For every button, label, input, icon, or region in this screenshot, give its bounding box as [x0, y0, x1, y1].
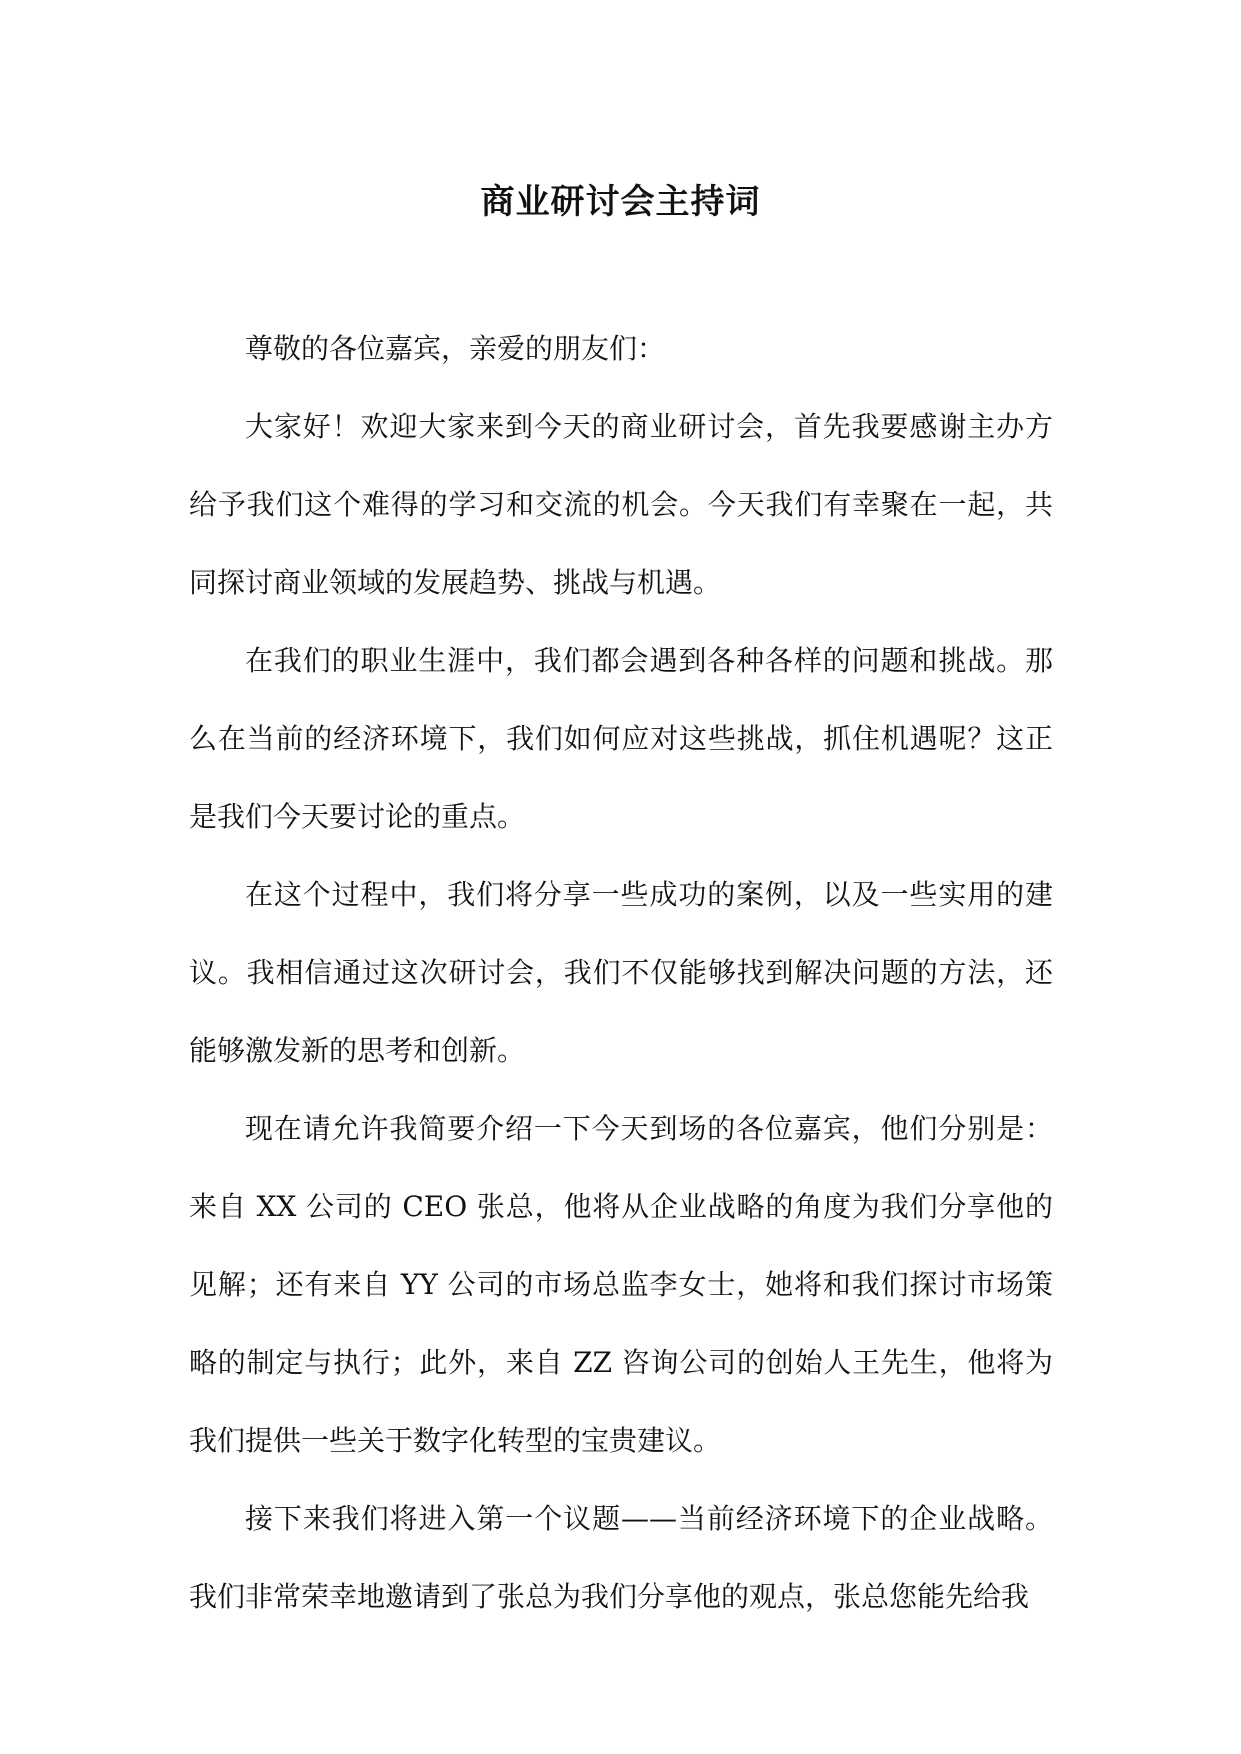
- paragraph-welcome: 大家好！欢迎大家来到今天的商业研讨会，首先我要感谢主办方给予我们这个难得的学习和交流的机会。今天我们有幸聚在一起，共同探讨商业领域的发展趋势、挑战与机遇。: [189, 410, 1053, 599]
- paragraph-cases: 在这个过程中，我们将分享一些成功的案例，以及一些实用的建议。我相信通过这次研讨会，我们不仅能够找到解决问题的方法，还能够激发新的思考和创新。: [189, 878, 1053, 1067]
- paragraph-challenges: 在我们的职业生涯中，我们都会遇到各种各样的问题和挑战。那么在当前的经济环境下，我们如何应对这些挑战，抓住机遇呢？这正是我们今天要讨论的重点。: [189, 644, 1053, 833]
- paragraph-greeting: 尊敬的各位嘉宾，亲爱的朋友们：: [245, 332, 666, 365]
- paragraph-first-topic: 接下来我们将进入第一个议题——当前经济环境下的企业战略。我们非常荣幸地邀请到了张总为我们分享他的观点，张总您能先给我: [189, 1502, 1053, 1613]
- paragraph-guests: 现在请允许我简要介绍一下今天到场的各位嘉宾，他们分别是：来自 XX 公司的 CEO 张总，他将从企业战略的角度为我们分享他的见解；还有来自 YY 公司的市场总监李女士，她将和我们探讨市场策略的制定与执行；此外，来自 ZZ 咨询公司的创始人王先生，他将为我们提供一些关于数字化转型的宝贵建议。: [189, 1112, 1053, 1457]
- document-body: [189, 310, 1053, 1636]
- document-title: 商业研讨会主持词: [480, 182, 761, 222]
